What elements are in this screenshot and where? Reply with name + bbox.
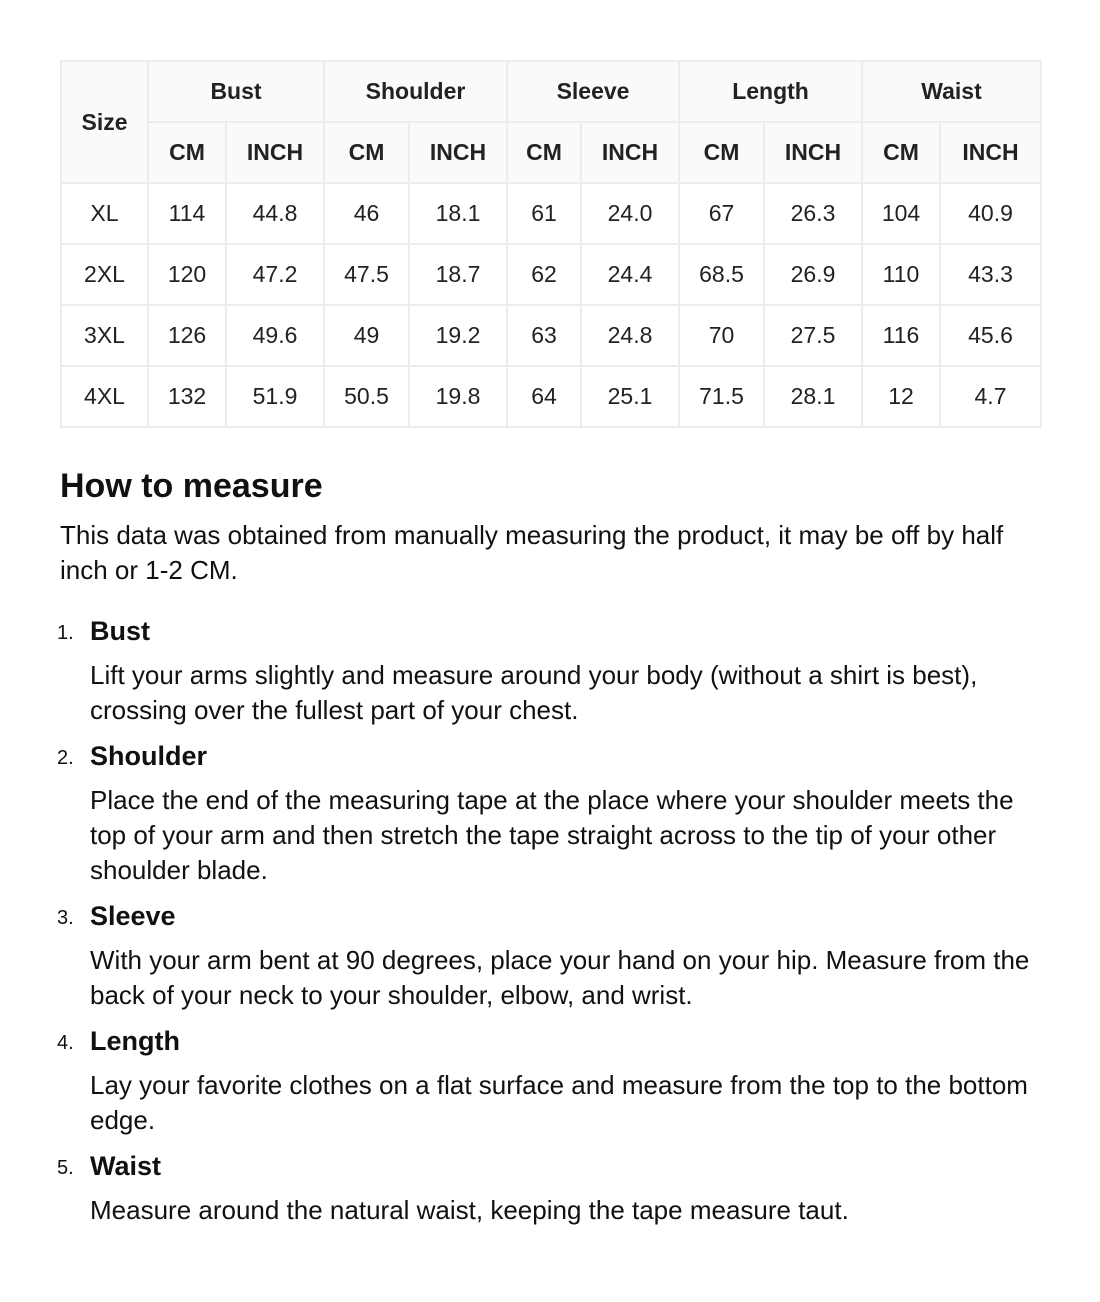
table-cell: 116 — [862, 305, 940, 366]
table-cell: 71.5 — [679, 366, 764, 427]
list-item-title: Waist — [90, 1151, 162, 1181]
table-cell: 18.1 — [409, 183, 507, 244]
size-cell: 3XL — [61, 305, 148, 366]
table-header-row-groups — [61, 61, 1041, 122]
table-cell: 104 — [862, 183, 940, 244]
unit-header: CM — [679, 122, 764, 183]
table-cell: 27.5 — [764, 305, 862, 366]
size-cell: 2XL — [61, 244, 148, 305]
table-cell: 19.2 — [409, 305, 507, 366]
table-cell: 40.9 — [940, 183, 1041, 244]
list-item-description: Place the end of the measuring tape at the place where your shoulder meets the top of your arm and then stretch the tape straight across to the tip of your other shoulder blade. — [90, 785, 1014, 885]
size-table — [60, 60, 1042, 428]
how-to-measure-intro: This data was obtained from manually measuring the product, it may be off by half inch or 1-2 CM. — [60, 520, 1004, 585]
table-cell: 67 — [679, 183, 764, 244]
table-cell: 4.7 — [940, 366, 1041, 427]
group-header-waist: Waist — [862, 61, 1041, 122]
list-item-title: Bust — [90, 616, 150, 646]
table-cell: 70 — [679, 305, 764, 366]
unit-header: INCH — [409, 122, 507, 183]
table-cell: 64 — [507, 366, 581, 427]
table-cell: 110 — [862, 244, 940, 305]
table-row — [61, 305, 1041, 366]
unit-header: CM — [324, 122, 409, 183]
unit-header: INCH — [581, 122, 679, 183]
table-cell: 49.6 — [226, 305, 324, 366]
list-item-title: Length — [90, 1026, 180, 1056]
group-header-shoulder: Shoulder — [324, 61, 507, 122]
table-cell: 120 — [148, 244, 226, 305]
table-cell: 43.3 — [940, 244, 1041, 305]
table-cell: 132 — [148, 366, 226, 427]
list-item-number: 4. — [57, 1032, 74, 1054]
table-cell: 63 — [507, 305, 581, 366]
list-item-number: 5. — [57, 1157, 74, 1179]
list-item — [57, 739, 1040, 888]
table-header-row-units — [61, 122, 1041, 183]
list-item-number: 3. — [57, 907, 74, 929]
list-item — [57, 1024, 1040, 1138]
table-cell: 26.3 — [764, 183, 862, 244]
list-item-title: Shoulder — [90, 741, 208, 771]
table-cell: 45.6 — [940, 305, 1041, 366]
list-item-number: 1. — [57, 622, 74, 644]
table-row — [61, 366, 1041, 427]
table-cell: 28.1 — [764, 366, 862, 427]
table-cell: 12 — [862, 366, 940, 427]
table-cell: 62 — [507, 244, 581, 305]
list-item-number: 2. — [57, 747, 74, 769]
table-cell: 61 — [507, 183, 581, 244]
unit-header: CM — [507, 122, 581, 183]
list-item — [57, 899, 1040, 1013]
unit-header: INCH — [226, 122, 324, 183]
table-cell: 126 — [148, 305, 226, 366]
size-cell: XL — [61, 183, 148, 244]
table-cell: 24.8 — [581, 305, 679, 366]
table-cell: 25.1 — [581, 366, 679, 427]
unit-header: CM — [148, 122, 226, 183]
table-cell: 50.5 — [324, 366, 409, 427]
measure-list — [57, 614, 1040, 1228]
table-cell: 24.4 — [581, 244, 679, 305]
table-cell: 51.9 — [226, 366, 324, 427]
table-cell: 44.8 — [226, 183, 324, 244]
size-header: Size — [61, 61, 148, 183]
list-item-description: With your arm bent at 90 degrees, place your hand on your hip. Measure from the back of your neck to your shoulder, elbow, and wrist. — [90, 945, 1030, 1010]
table-cell: 18.7 — [409, 244, 507, 305]
table-cell: 47.2 — [226, 244, 324, 305]
size-cell: 4XL — [61, 366, 148, 427]
table-cell: 26.9 — [764, 244, 862, 305]
table-cell: 19.8 — [409, 366, 507, 427]
group-header-bust: Bust — [148, 61, 324, 122]
list-item-description: Lay your favorite clothes on a flat surface and measure from the top to the bottom edge. — [90, 1070, 1028, 1135]
list-item-description: Lift your arms slightly and measure around your body (without a shirt is best), crossing over the fullest part of your chest. — [90, 660, 978, 725]
unit-header: INCH — [940, 122, 1041, 183]
table-cell: 24.0 — [581, 183, 679, 244]
how-to-measure-title: How to measure — [60, 467, 323, 505]
unit-header: INCH — [764, 122, 862, 183]
list-item-description: Measure around the natural waist, keeping the tape measure taut. — [90, 1195, 849, 1225]
table-cell: 49 — [324, 305, 409, 366]
list-item — [57, 614, 1040, 728]
group-header-length: Length — [679, 61, 862, 122]
table-cell: 114 — [148, 183, 226, 244]
table-cell: 68.5 — [679, 244, 764, 305]
group-header-sleeve: Sleeve — [507, 61, 679, 122]
table-row — [61, 244, 1041, 305]
table-cell: 47.5 — [324, 244, 409, 305]
unit-header: CM — [862, 122, 940, 183]
list-item-title: Sleeve — [90, 901, 176, 931]
table-row — [61, 183, 1041, 244]
table-cell: 46 — [324, 183, 409, 244]
list-item — [57, 1149, 1040, 1228]
